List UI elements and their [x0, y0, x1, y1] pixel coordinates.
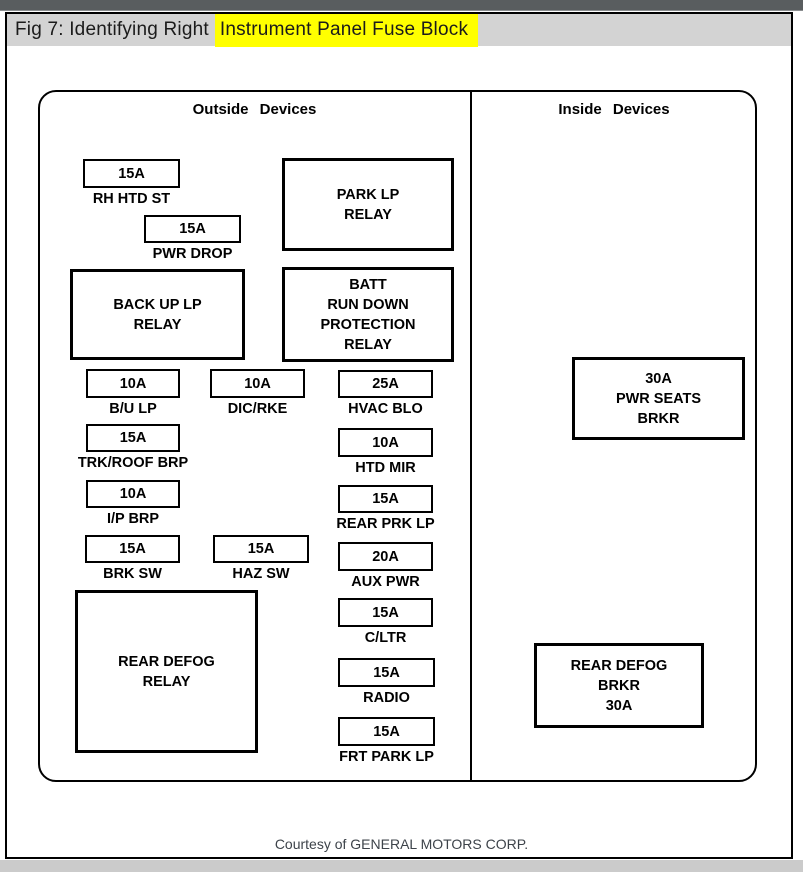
fuse-amp-box: [338, 658, 435, 687]
breaker-line: BRKR: [637, 410, 680, 427]
fuse-amp: 25A: [372, 376, 399, 392]
fuse-label: REAR PRK LP: [336, 516, 435, 532]
fuse-label: RADIO: [363, 690, 410, 706]
outside-devices-title: Outside Devices: [192, 101, 317, 118]
fuse-amp: 10A: [119, 486, 147, 502]
fuse-label: HTD MIR: [355, 460, 416, 476]
breaker-line: REAR DEFOG: [570, 657, 668, 674]
fuse-amp-box: [338, 370, 433, 398]
figure-title-highlighted-text: Instrument Panel Fuse Block: [215, 14, 478, 47]
fuse-amp: 10A: [372, 434, 399, 451]
fuse-amp-box: [86, 480, 180, 508]
fuse-cltr: [338, 598, 433, 646]
breaker-line: 30A: [645, 370, 672, 387]
fuse-frt-park-lp: [338, 717, 435, 765]
inside-devices-title: Inside Devices: [558, 101, 670, 118]
fuse-amp-box: [144, 215, 241, 243]
fuse-rh-htd-st: [83, 159, 180, 207]
fuse-amp: 15A: [372, 491, 399, 507]
fuse-label: AUX PWR: [351, 574, 420, 590]
figure-title-bar: [7, 14, 791, 46]
figure-title-text: Fig 7: Identifying Right: [15, 19, 209, 40]
fuse-amp-box: [338, 485, 433, 513]
fuse-label: C/LTR: [364, 630, 407, 646]
courtesy-credit-text: Courtesy of GENERAL MOTORS CORP.: [274, 836, 529, 852]
fuse-ip-brp: [86, 480, 180, 527]
fuse-amp-box: [86, 424, 180, 452]
fuse-haz-sw: [213, 535, 309, 582]
relay-line: REAR DEFOG: [118, 653, 215, 670]
relay-line: BATT: [349, 276, 387, 293]
relay-line: RELAY: [142, 673, 191, 690]
fuse-amp-box: [338, 717, 435, 746]
window-bottom-strip: [0, 860, 803, 872]
fuse-label: BRK SW: [103, 566, 162, 582]
relay-back-up-lp: [70, 269, 245, 360]
fuse-brk-sw: [85, 535, 180, 582]
breaker-line: PWR SEATS: [615, 390, 702, 407]
breaker-line: 30A: [605, 697, 633, 714]
fuse-label: B/U LP: [109, 401, 157, 417]
fuse-amp-box: [213, 535, 309, 563]
fuse-amp: 15A: [118, 165, 145, 182]
fuse-label: TRK/ROOF BRP: [77, 455, 189, 471]
relay-line: PROTECTION: [320, 316, 416, 333]
fuse-label: DIC/RKE: [227, 401, 288, 417]
fuse-amp: 15A: [373, 723, 400, 740]
fuse-amp-box: [338, 428, 433, 457]
relay-line: RUN DOWN: [327, 296, 409, 313]
fuse-amp: 10A: [244, 375, 271, 392]
fuse-amp: 20A: [372, 548, 399, 565]
fuse-amp-box: [83, 159, 180, 188]
fuse-amp-box: [85, 535, 180, 563]
fuse-amp: 15A: [373, 664, 400, 681]
fuse-label: RH HTD ST: [92, 191, 171, 207]
fuse-label: HVAC BLO: [348, 401, 423, 417]
fuse-aux-pwr: [338, 542, 433, 590]
fuse-amp-box: [210, 369, 305, 398]
relay-line: RELAY: [344, 206, 392, 223]
relay-rear-defog: [75, 590, 258, 753]
fuse-amp: 15A: [247, 541, 275, 557]
fuse-amp: 10A: [119, 375, 147, 392]
fuse-label: FRT PARK LP: [339, 749, 434, 765]
fuse-label: I/P BRP: [106, 511, 160, 527]
breaker-pwr-seats: [572, 357, 745, 440]
fuse-amp-box: [338, 542, 433, 571]
window-top-band: [0, 0, 803, 11]
relay-batt-run-down-protection: [282, 267, 454, 362]
fuse-label: PWR DROP: [152, 246, 233, 262]
fuse-amp: 15A: [179, 221, 206, 237]
fuse-rear-prk-lp: [336, 485, 435, 532]
breaker-rear-defog: [534, 643, 704, 728]
relay-line: RELAY: [344, 336, 392, 353]
fuse-dic-rke: [210, 369, 305, 417]
fuse-amp-box: [338, 598, 433, 627]
relay-line: PARK LP: [336, 186, 400, 203]
fuse-bu-lp: [86, 369, 180, 417]
section-divider-line: [470, 91, 472, 781]
breaker-line: BRKR: [598, 677, 640, 694]
relay-park-lp: [282, 158, 454, 251]
fuse-htd-mir: [338, 428, 433, 476]
relay-line: RELAY: [133, 316, 182, 333]
fuse-amp: 15A: [119, 541, 146, 557]
relay-line: BACK UP LP: [113, 296, 202, 313]
fuse-amp: 15A: [372, 604, 399, 621]
fuse-pwr-drop: [144, 215, 241, 262]
fuse-radio: [338, 658, 435, 706]
fuse-amp-box: [86, 369, 180, 398]
fuse-trk-roof-brp: [77, 424, 189, 471]
fuse-label: HAZ SW: [232, 566, 290, 582]
fuse-hvac-blo: [338, 370, 433, 417]
fuse-amp: 15A: [119, 430, 147, 446]
